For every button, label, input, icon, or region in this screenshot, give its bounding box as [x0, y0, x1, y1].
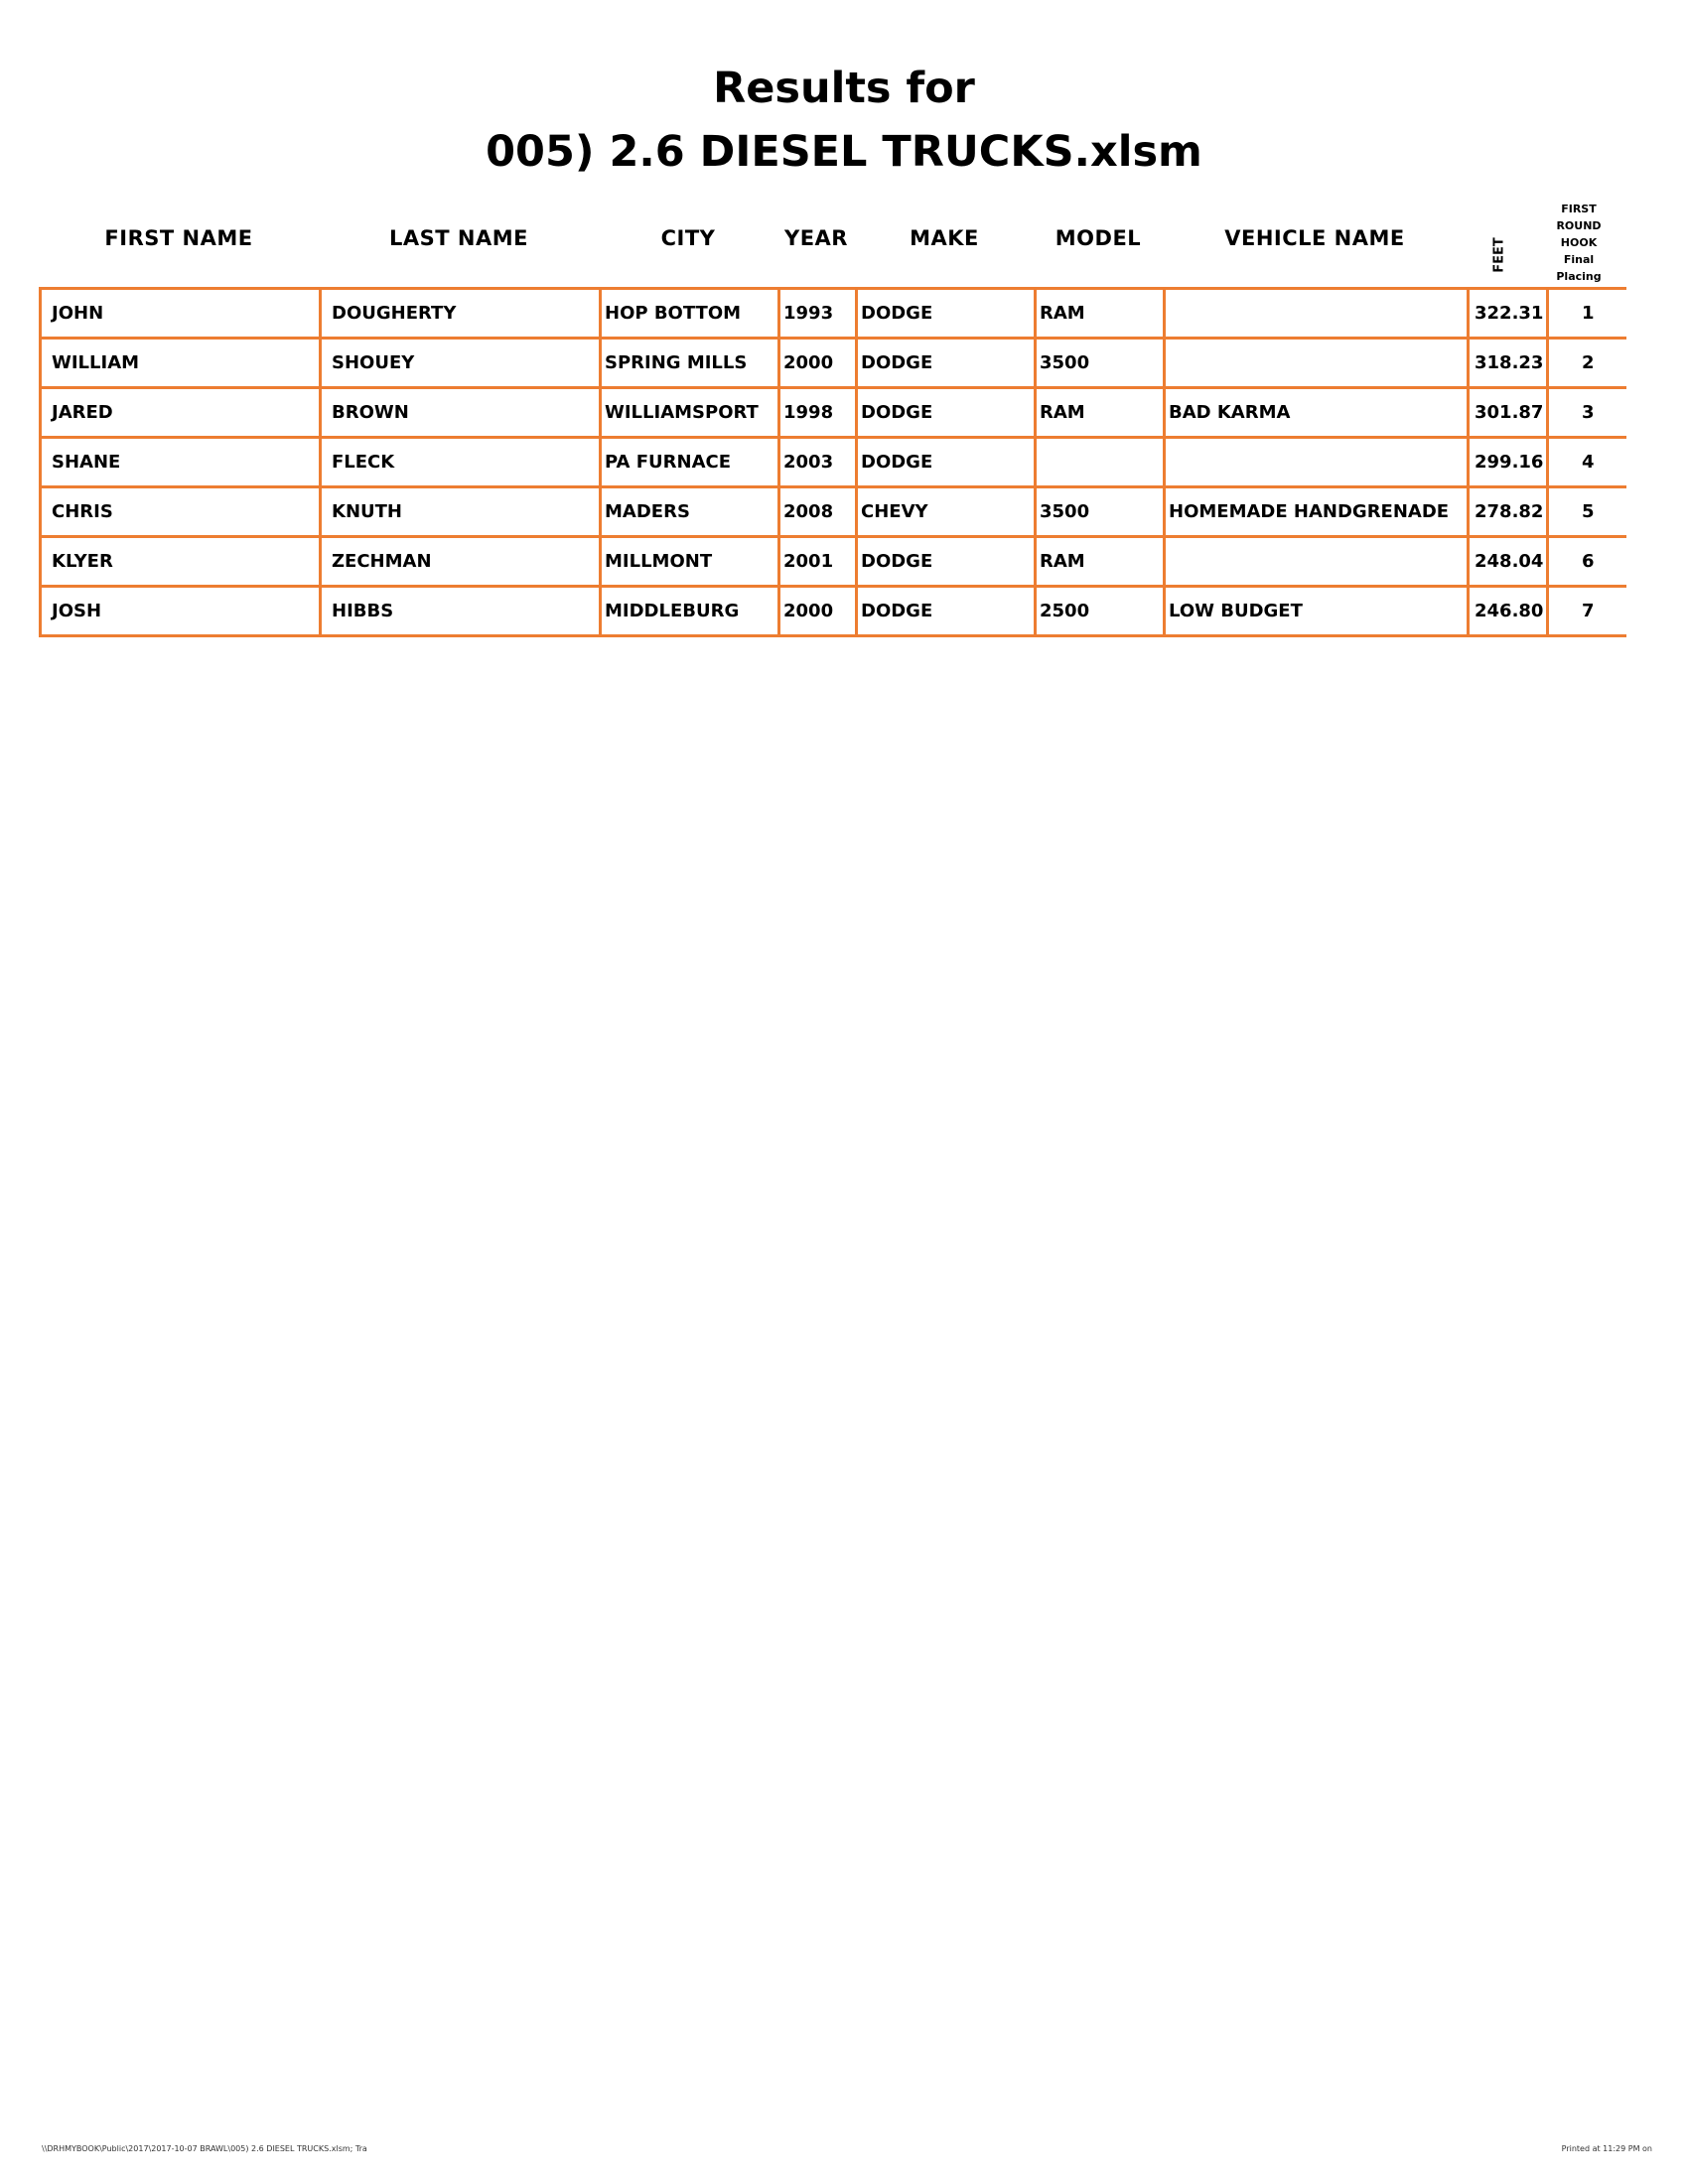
cell-last-name: HIBBS — [321, 587, 601, 636]
table-row — [41, 537, 1626, 587]
cell-make: DODGE — [857, 289, 1036, 339]
cell-year: 2001 — [779, 537, 857, 587]
cell-feet: 248.04 — [1469, 537, 1548, 587]
cell-model: RAM — [1036, 537, 1165, 587]
cell-placing: 6 — [1548, 537, 1626, 587]
cell-last-name: ZECHMAN — [321, 537, 601, 587]
cell-feet: 301.87 — [1469, 388, 1548, 438]
cell-vehicle-name: BAD KARMA — [1165, 388, 1469, 438]
cell-model — [1036, 438, 1165, 487]
cell-model: RAM — [1036, 388, 1165, 438]
cell-city: MIDDLEBURG — [601, 587, 779, 636]
footer-printed-at: Printed at 11:29 PM on — [1561, 2144, 1652, 2153]
cell-make: DODGE — [857, 587, 1036, 636]
cell-make: CHEVY — [857, 487, 1036, 537]
cell-make: DODGE — [857, 339, 1036, 388]
cell-vehicle-name: HOMEMADE HANDGRENADE — [1165, 487, 1469, 537]
results-table — [39, 287, 1626, 637]
table-row — [41, 438, 1626, 487]
cell-city: HOP BOTTOM — [601, 289, 779, 339]
cell-last-name: SHOUEY — [321, 339, 601, 388]
cell-placing: 3 — [1548, 388, 1626, 438]
cell-make: DODGE — [857, 388, 1036, 438]
header-make: MAKE — [910, 226, 979, 250]
cell-model: 3500 — [1036, 487, 1165, 537]
cell-first-name: SHANE — [41, 438, 321, 487]
cell-model: RAM — [1036, 289, 1165, 339]
cell-vehicle-name — [1165, 339, 1469, 388]
cell-year: 2003 — [779, 438, 857, 487]
cell-feet: 318.23 — [1469, 339, 1548, 388]
cell-first-name: KLYER — [41, 537, 321, 587]
header-feet: FEET — [1491, 237, 1507, 273]
cell-last-name: FLECK — [321, 438, 601, 487]
header-year: YEAR — [784, 226, 848, 250]
cell-city: MILLMONT — [601, 537, 779, 587]
cell-year: 2000 — [779, 587, 857, 636]
cell-last-name: BROWN — [321, 388, 601, 438]
cell-first-name: WILLIAM — [41, 339, 321, 388]
table-row — [41, 339, 1626, 388]
cell-model: 2500 — [1036, 587, 1165, 636]
cell-placing: 1 — [1548, 289, 1626, 339]
cell-vehicle-name — [1165, 289, 1469, 339]
cell-year: 2008 — [779, 487, 857, 537]
page-title-line-2: 005) 2.6 DIESEL TRUCKS.xlsm — [486, 127, 1202, 177]
cell-make: DODGE — [857, 438, 1036, 487]
cell-first-name: CHRIS — [41, 487, 321, 537]
table-row — [41, 487, 1626, 537]
cell-city: PA FURNACE — [601, 438, 779, 487]
cell-placing: 7 — [1548, 587, 1626, 636]
cell-year: 2000 — [779, 339, 857, 388]
cell-feet: 278.82 — [1469, 487, 1548, 537]
cell-first-name: JOSH — [41, 587, 321, 636]
cell-vehicle-name: LOW BUDGET — [1165, 587, 1469, 636]
cell-feet: 322.31 — [1469, 289, 1548, 339]
table-row — [41, 289, 1626, 339]
header-last-name: LAST NAME — [389, 226, 528, 250]
header-city: CITY — [660, 226, 716, 250]
cell-year: 1993 — [779, 289, 857, 339]
cell-city: MADERS — [601, 487, 779, 537]
table-row — [41, 388, 1626, 438]
header-first-name: FIRST NAME — [104, 226, 253, 250]
cell-first-name: JOHN — [41, 289, 321, 339]
cell-vehicle-name — [1165, 537, 1469, 587]
cell-first-name: JARED — [41, 388, 321, 438]
cell-feet: 299.16 — [1469, 438, 1548, 487]
footer-file-path: \\DRHMYBOOK\Public\2017\2017-10-07 BRAWL\005) 2.6 DIESEL TRUCKS.xlsm; Tra — [42, 2144, 367, 2153]
table-row — [41, 587, 1626, 636]
cell-model: 3500 — [1036, 339, 1165, 388]
cell-city: SPRING MILLS — [601, 339, 779, 388]
cell-city: WILLIAMSPORT — [601, 388, 779, 438]
cell-year: 1998 — [779, 388, 857, 438]
cell-vehicle-name — [1165, 438, 1469, 487]
cell-placing: 5 — [1548, 487, 1626, 537]
header-model: MODEL — [1055, 226, 1142, 250]
page-title-line-1: Results for — [713, 64, 975, 113]
cell-make: DODGE — [857, 537, 1036, 587]
cell-last-name: KNUTH — [321, 487, 601, 537]
cell-feet: 246.80 — [1469, 587, 1548, 636]
header-final-placing: FIRST ROUND HOOK Final Placing — [1556, 203, 1602, 283]
cell-placing: 4 — [1548, 438, 1626, 487]
cell-placing: 2 — [1548, 339, 1626, 388]
cell-last-name: DOUGHERTY — [321, 289, 601, 339]
header-vehicle-name: VEHICLE NAME — [1224, 226, 1405, 250]
